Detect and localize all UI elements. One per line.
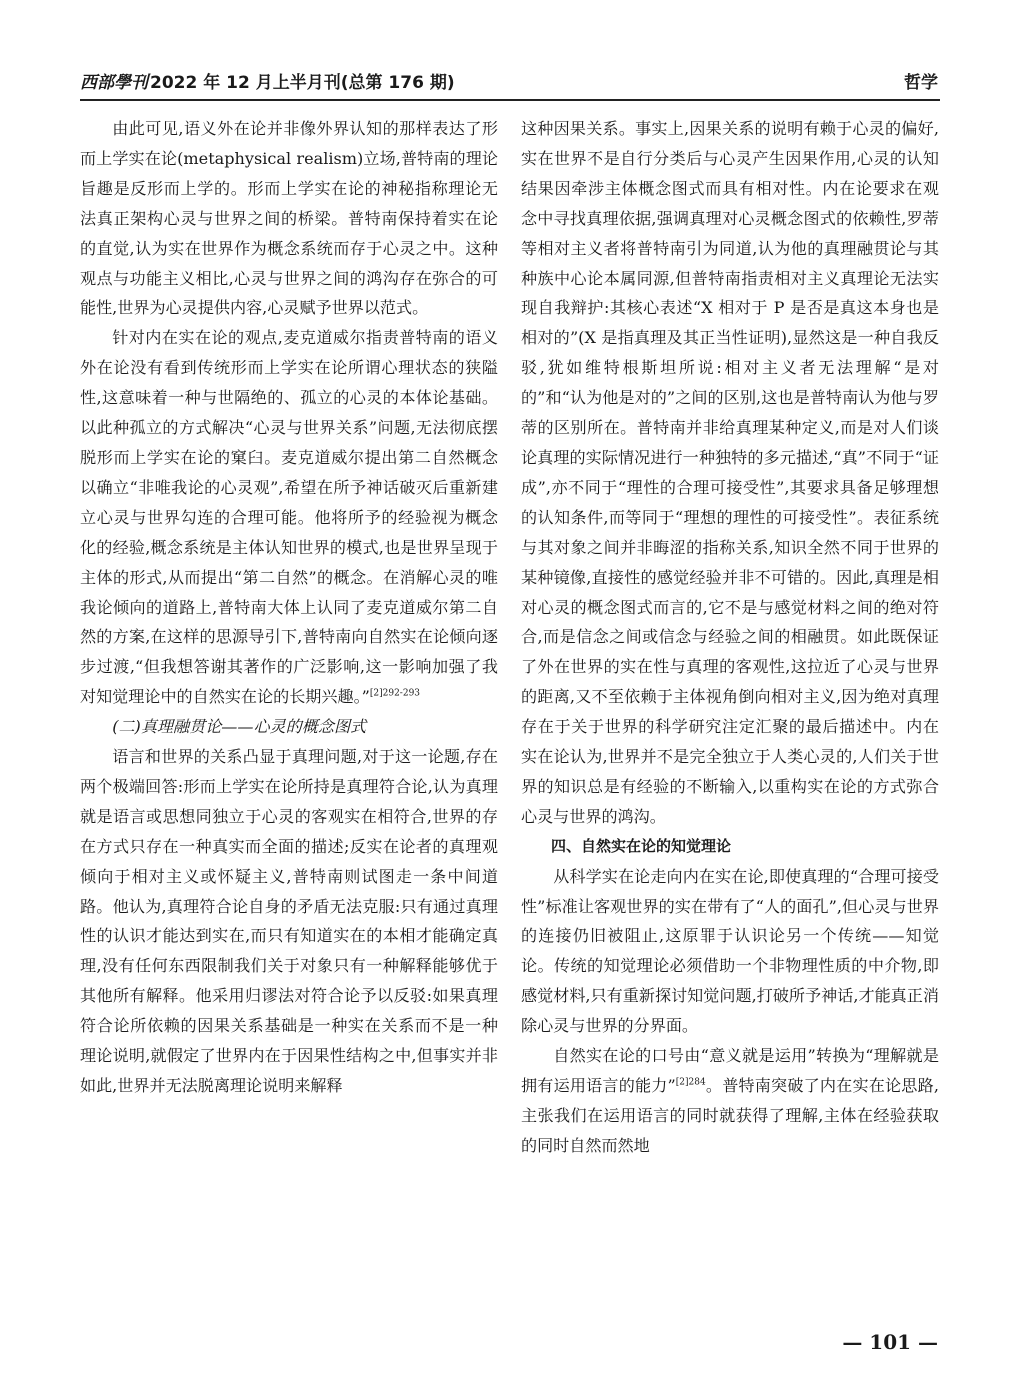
header-rule [80,99,940,101]
paragraph [80,323,498,712]
right-column [521,114,939,1161]
page-number: — 101 — [842,1330,938,1354]
paragraph-text: 针对内在实在论的观点,麦克道威尔指责普特南的语义外在论没有看到传统形而上学实在论所谓心理状态的狭隘性,这意味着一种与世隔绝的、孤立的心灵的本体论基础。以此种孤立的方式解决“心灵与世界关系”问题,无法彻底摆脱形而上学实在论的窠臼。麦克道威尔提出第二自然概念以确立“非唯我论的心灵观”,希望在所予神话破灭后重新建立心灵与世界勾连的合理可能。他将所予的经验视为概念化的经验,概念系统是主体认知世界的模式,也是世界呈现于主体的形式,从而提出“第二自然”的概念。在消解心灵的唯我论倾向的道路上,普特南大体上认同了麦克道威尔第二自然的方案,在这样的思源导引下,普特南向自然实在论倾向逐步过渡,“但我想答谢其著作的广泛影响,这一影响加强了我对知觉理论中的自然实在论的长期兴趣。” [80,328,498,707]
section-name: 哲学 [904,73,938,93]
citation: [2]292-293 [369,688,421,699]
paragraph: 从科学实在论走向内在实在论,即使真理的“合理可接受性”标准让客观世界的实在带有了“人的面孔”,但心灵与世界的连接仍旧被阻止,这原罪于认识论另一个传统——知觉论。传统的知觉理论必须借助一个非物理性质的中介物,即感觉材料,只有重新探讨知觉问题,打破所予神话,才能真正消除心灵与世界的分界面。 [521,866,939,1036]
paragraph-text: 。普特南突破了内在实在论思路,主张我们在运用语言的同时就获得了理解,主体在经验获取的同时自然而然地 [521,1076,939,1155]
paragraph: 由此可见,语义外在论并非像外界认知的那样表达了形而上学实在论(metaphysical realism)立场,普特南的理论旨趣是反形而上学的。形而上学实在论的神秘指称理论无法真正架构心灵与世界之间的桥梁。普特南保持着实在论的直觉,认为实在世界作为概念系统而存于心灵之中。这种观点与功能主义相比,心灵与世界之间的鸿沟存在弥合的可能性,世界为心灵提供内容,心灵赋予世界以范式。 [80,119,498,318]
subsection-heading: (二)真理融贯论——心灵的概念图式 [112,717,367,737]
journal-issue [80,68,455,93]
section-heading: 四、自然实在论的知觉理论 [551,836,732,855]
paragraph-text: 自然实在论的口号由“意义就是运用”转换为“理解就是拥有运用语言的能力” [521,1046,939,1095]
paragraph: 这种因果关系。事实上,因果关系的说明有赖于心灵的偏好,实在世界不是自行分类后与心灵产生因果作用,心灵的认知结果因牵涉主体概念图式而具有相对性。内在论要求在观念中寻找真理依据,强调真理对心灵概念图式的依赖性,罗蒂等相对主义者将普特南引为同道,认为他的真理融贯论与其种族中心论本属同源,但普特南指责相对主义真理论无法实现自我辩护:其核心表述“X 相对于 P 是否是真这本身也是相对的”(X 是指真理及其正当性证明),显然这是一种自我反驳,犹如维特根斯坦所说:相对主义者无法理解“是对的”和“认为他是对的”之间的区别,这也是普特南认为他与罗蒂的区别所在。普特南并非给真理某种定义,而是对人们谈论真理的实际情况进行一种独特的多元描述,“真”不同于“证成”,亦不同于“理性的合理可接受性”,其要求具备足够理想的认知条件,而等同于“理想的理性的可接受性”。表征系统与其对象之间并非晦涩的指称关系,知识全然不同于世界的某种镜像,直接性的感觉经验并非不可错的。因此,真理是相对心灵的概念图式而言的,它不是与感觉材料之间的绝对符合,而是信念之间或信念与经验之间的相融贯。如此既保证了外在世界的实在性与真理的客观性,这拉近了心灵与世界的距离,又不至依赖于主体视角倒向相对主义,因为绝对真理存在于关于世界的科学研究注定汇聚的最后描述中。内在实在论认为,世界并不是完全独立于人类心灵的,人们关于世界的知识总是有经验的不断输入,以重构实在论的方式弥合心灵与世界的鸿沟。 [521,119,939,826]
journal-logo: 西部學刊 [80,73,148,93]
paragraph [521,1041,939,1161]
running-header [80,66,938,98]
left-column [80,114,498,1101]
issue-label: 2022 年 12 月上半月刊(总第 176 期) [150,73,455,93]
citation: [2]284 [675,1077,706,1088]
paragraph: 语言和世界的关系凸显于真理问题,对于这一论题,存在两个极端回答:形而上学实在论所持是真理符合论,认为真理就是语言或思想同独立于心灵的客观实在相符合,世界的存在方式只存在一种真实而全面的描述;反实在论者的真理观倾向于相对主义或怀疑主义,普特南则试图走一条中间道路。他认为,真理符合论自身的矛盾无法克服:只有通过真理性的认识才能达到实在,而只有知道实在的本相才能确定真理,没有任何东西限制我们关于对象只有一种解释能够优于其他所有解释。他采用归谬法对符合论予以反驳:如果真理符合论所依赖的因果关系基础是一种实在关系而不是一种理论说明,就假定了世界内在于因果性结构之中,但事实并非如此,世界并无法脱离理论说明来解释 [80,747,498,1095]
